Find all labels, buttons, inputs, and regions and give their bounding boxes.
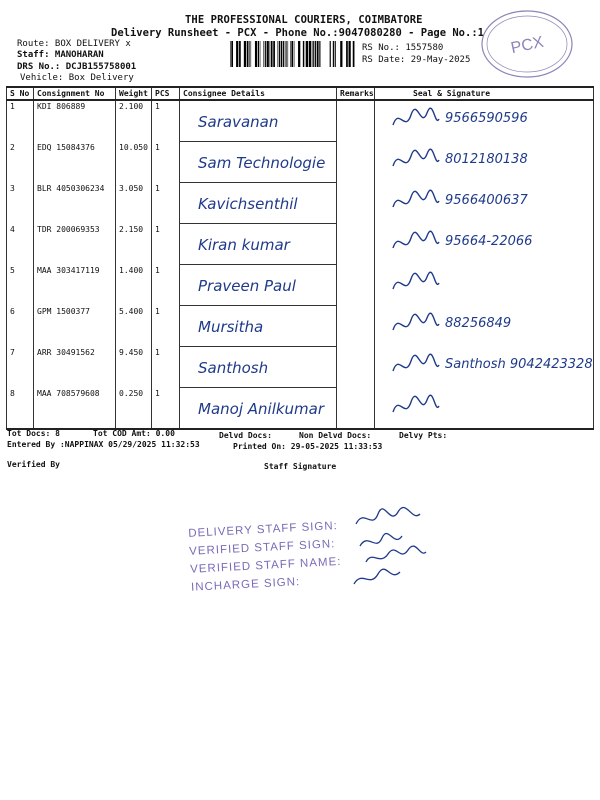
consignee-cell — [180, 306, 337, 347]
stamp-line-incharge: INCHARGE SIGN: — [190, 576, 301, 594]
barcode-bar — [298, 41, 300, 67]
consignee-cell — [180, 347, 337, 388]
weight-cell: 2.100 — [116, 100, 152, 142]
consignee-cell — [180, 224, 337, 265]
tot-docs: Tot Docs: 8 — [7, 429, 60, 438]
pcs-cell: 1 — [152, 183, 180, 224]
barcode-bar — [231, 41, 233, 67]
remarks-cell — [337, 183, 375, 224]
stamp-line-verified-sign: VERIFIED STAFF SIGN: — [188, 538, 336, 558]
consignment-cell: GPM 1500377 — [34, 306, 116, 347]
remarks-cell — [337, 265, 375, 306]
pcx-stamp — [478, 8, 576, 80]
consignee-cell — [180, 100, 337, 142]
stamp-text: PCX — [509, 33, 546, 58]
remarks-cell — [337, 100, 375, 142]
table-row — [7, 388, 594, 430]
barcode-bar — [319, 41, 320, 67]
barcode-bar — [230, 41, 231, 67]
signature-scribble — [389, 310, 441, 340]
table-row — [7, 142, 594, 183]
consignee-cell — [180, 265, 337, 306]
barcode-bar — [309, 41, 311, 67]
weight-cell: 1.400 — [116, 265, 152, 306]
barcode-bar — [247, 41, 249, 67]
staff-label: Staff: MANOHARAN — [17, 50, 104, 60]
sno-cell: 4 — [7, 224, 34, 265]
consignee-handwriting: Manoj Anilkumar — [198, 400, 325, 418]
route-label: Route: BOX DELIVERY x — [17, 39, 131, 49]
pcs-cell: 1 — [152, 100, 180, 142]
barcode-image — [230, 41, 356, 67]
barcode-bar — [281, 41, 283, 67]
signature-scribble — [389, 146, 441, 176]
drs-number: DRS No.: DCJB155758001 — [17, 62, 137, 72]
printed-on: Printed On: 29-05-2025 11:33:53 — [233, 442, 383, 451]
col-header: Consignment No — [34, 87, 116, 100]
barcode-bar — [270, 41, 271, 67]
barcode-bar — [258, 41, 259, 67]
signature-handwriting: 8012180138 — [445, 151, 528, 167]
remarks-cell — [337, 224, 375, 265]
barcode-bar — [312, 41, 313, 67]
delvy-pts: Delvy Pts: — [399, 431, 448, 440]
pcs-cell: 1 — [152, 306, 180, 347]
signature-scribble — [389, 351, 441, 381]
col-header: Weight — [116, 87, 152, 100]
table-row — [7, 100, 594, 142]
sno-cell: 6 — [7, 306, 34, 347]
barcode-bar — [306, 41, 308, 67]
consignee-handwriting: Praveen Paul — [198, 277, 296, 295]
signature-scribble — [389, 392, 441, 422]
col-header: Seal & Signature — [375, 87, 594, 100]
signature-cell — [375, 347, 594, 388]
weight-cell: 3.050 — [116, 183, 152, 224]
consignment-cell: MAA 303417119 — [34, 265, 116, 306]
signature-cell — [375, 224, 594, 265]
barcode-bar — [333, 41, 334, 67]
signature-handwriting: 88256849 — [445, 315, 512, 331]
barcode-bar — [285, 41, 286, 67]
signature-cell — [375, 142, 594, 183]
rs-number: RS No.: 1557580 — [362, 43, 444, 53]
pcs-cell: 1 — [152, 224, 180, 265]
verified-by: Verified By — [7, 460, 60, 469]
remarks-cell — [337, 388, 375, 430]
col-header: S No — [7, 87, 34, 100]
stamp-line-verified-name: VERIFIED STAFF NAME: — [189, 555, 342, 576]
barcode-bar — [294, 41, 295, 67]
barcode-bar — [291, 41, 293, 67]
sno-cell: 7 — [7, 347, 34, 388]
table-row — [7, 347, 594, 388]
weight-cell: 2.150 — [116, 224, 152, 265]
weight-cell: 0.250 — [116, 388, 152, 430]
runsheet-table — [6, 86, 594, 430]
stamp-line-delivery-staff: DELIVERY STAFF SIGN: — [187, 520, 339, 540]
consignee-handwriting: Kavichsenthil — [198, 195, 298, 213]
non-delvd-docs: Non Delvd Docs: — [299, 431, 372, 440]
pcs-cell: 1 — [152, 388, 180, 430]
barcode-bar — [260, 41, 261, 67]
delvd-docs: Delvd Docs: — [219, 431, 272, 440]
weight-cell: 9.450 — [116, 347, 152, 388]
consignment-cell: BLR 4050306234 — [34, 183, 116, 224]
weight-cell: 5.400 — [116, 306, 152, 347]
signature-handwriting: 9566590596 — [445, 111, 528, 126]
table-row — [7, 306, 594, 347]
weight-cell: 10.050 — [116, 142, 152, 183]
tot-cod: Tot COD Amt: 0.00 — [93, 429, 175, 438]
barcode-bar — [249, 41, 250, 67]
signature-scribble — [389, 269, 441, 299]
consignee-handwriting: Saravanan — [198, 113, 279, 131]
barcode-bar — [267, 41, 269, 67]
barcode-bar — [251, 41, 252, 67]
barcode-bar — [317, 41, 319, 67]
barcode-bar — [279, 41, 280, 67]
consignee-handwriting: Santhosh — [198, 359, 269, 377]
barcode-bar — [236, 41, 238, 67]
barcode-bar — [278, 41, 279, 67]
sno-cell: 2 — [7, 142, 34, 183]
remarks-cell — [337, 142, 375, 183]
rs-date: RS Date: 29-May-2025 — [362, 55, 471, 65]
signature-scribble — [389, 228, 441, 258]
signature-cell — [375, 388, 594, 430]
consignee-cell — [180, 142, 337, 183]
barcode-bar — [288, 41, 289, 67]
barcode-bar — [244, 41, 246, 67]
signature-handwriting: 9566400637 — [445, 192, 528, 208]
sno-cell: 3 — [7, 183, 34, 224]
signature-cell — [375, 265, 594, 306]
barcode-bar — [273, 41, 275, 67]
barcode-bar — [313, 41, 314, 67]
barcode-bar — [255, 41, 257, 67]
staff-signature-label: Staff Signature — [264, 462, 337, 471]
barcode-bar — [353, 41, 355, 67]
consignee-handwriting: Mursitha — [198, 318, 264, 336]
barcode-bar — [263, 41, 264, 67]
barcode-bar — [305, 41, 306, 67]
signature-handwriting: Santhosh 9042423328 — [445, 356, 593, 372]
table-header-row — [7, 87, 594, 100]
consignee-handwriting: Kiran kumar — [198, 236, 290, 254]
barcode-bar — [335, 41, 336, 67]
pcs-cell: 1 — [152, 347, 180, 388]
col-header: Remarks — [337, 87, 375, 100]
barcode-bar — [271, 41, 273, 67]
barcode-bar — [283, 41, 284, 67]
pcs-cell: 1 — [152, 265, 180, 306]
signature-cell — [375, 100, 594, 142]
table-row — [7, 183, 594, 224]
sno-cell: 1 — [7, 100, 34, 142]
vehicle-label: Vehicle: Box Delivery — [20, 73, 134, 83]
barcode-bar — [239, 41, 241, 67]
barcode-bar — [330, 41, 331, 67]
table-row — [7, 224, 594, 265]
signature-cell — [375, 183, 594, 224]
signature-scribble — [389, 105, 441, 135]
barcode-bar — [265, 41, 266, 67]
sno-cell: 8 — [7, 388, 34, 430]
consignment-cell: KDI 806889 — [34, 100, 116, 142]
signature-scribble — [389, 187, 441, 217]
consignment-cell: ARR 30491562 — [34, 347, 116, 388]
consignment-cell: EDQ 15084376 — [34, 142, 116, 183]
consignee-cell — [180, 388, 337, 430]
barcode-bar — [286, 41, 287, 67]
pcs-cell: 1 — [152, 142, 180, 183]
company-title: THE PROFESSIONAL COURIERS, COIMBATORE — [185, 14, 423, 26]
col-header: PCS — [152, 87, 180, 100]
signature-handwriting: 95664-22066 — [445, 233, 533, 249]
barcode-bar — [303, 41, 304, 67]
barcode-bar — [340, 41, 342, 67]
col-header: Consignee Details — [180, 87, 337, 100]
remarks-cell — [337, 347, 375, 388]
sno-cell: 5 — [7, 265, 34, 306]
signature-cell — [375, 306, 594, 347]
entered-by: Entered By :NAPPINAX 05/29/2025 11:32:53 — [7, 440, 200, 449]
consignment-cell: MAA 708579608 — [34, 388, 116, 430]
runsheet-title: Delivery Runsheet - PCX - Phone No.:9047080280 - Page No.:1 — [111, 27, 484, 39]
barcode-bar — [315, 41, 316, 67]
consignee-handwriting: Sam Technologie — [198, 154, 326, 172]
barcode-bar — [290, 41, 291, 67]
table-row — [7, 265, 594, 306]
consignee-cell — [180, 183, 337, 224]
stamp-signatures — [350, 504, 440, 592]
consignment-cell: TDR 200069353 — [34, 224, 116, 265]
barcode-bar — [346, 41, 348, 67]
remarks-cell — [337, 306, 375, 347]
barcode-bar — [349, 41, 351, 67]
